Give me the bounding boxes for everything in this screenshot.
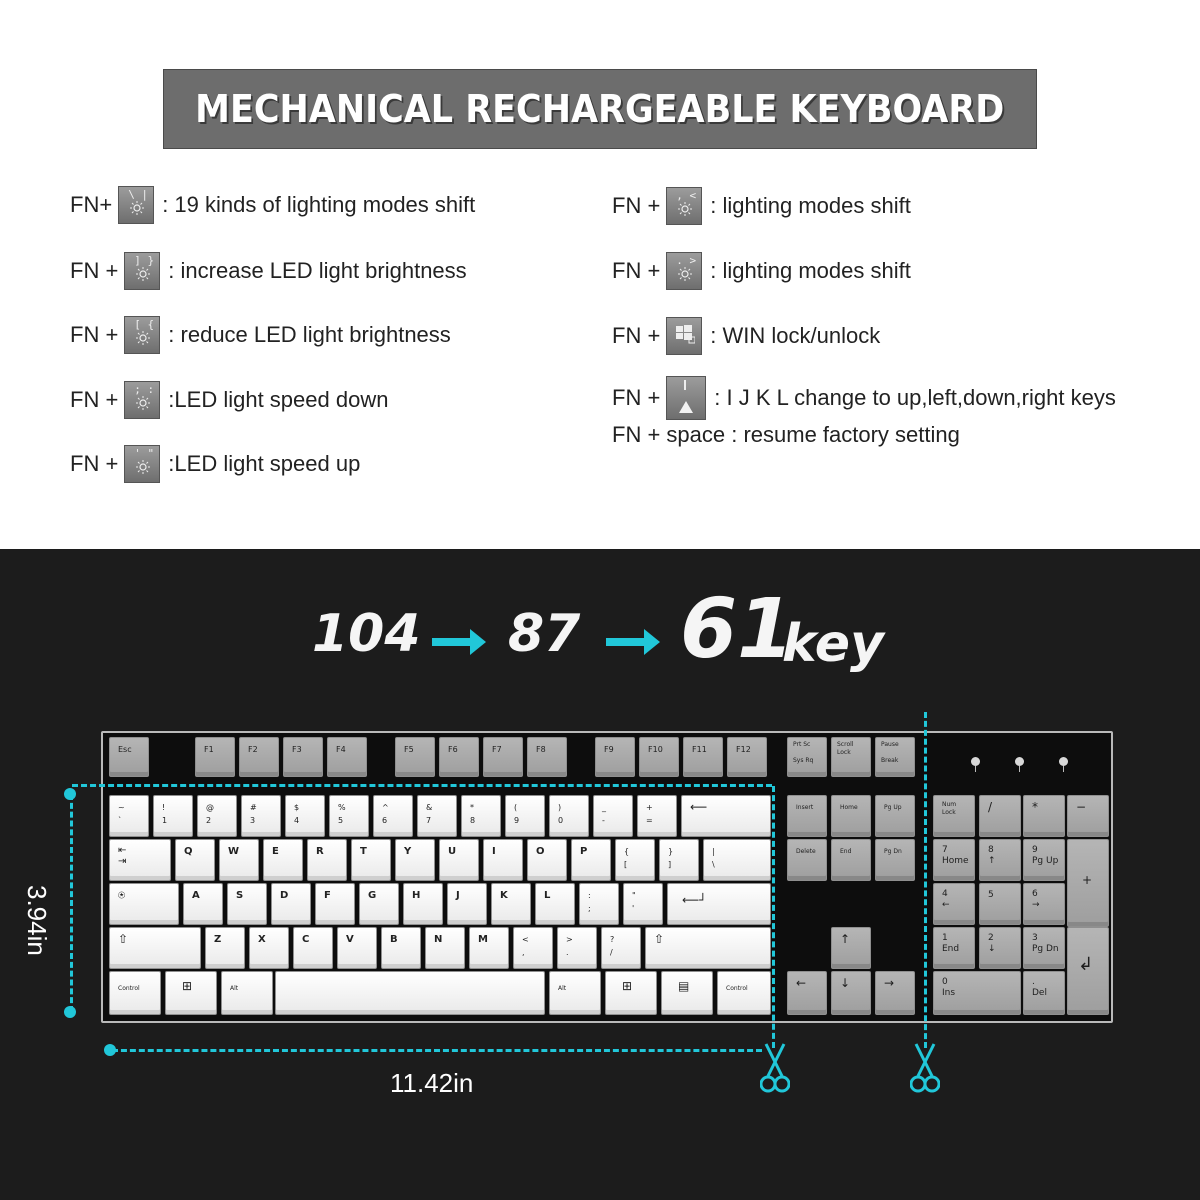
key-g: G [359,883,399,925]
period-sun-key-icon: . > [666,252,702,290]
key-prtsc: Prt Sc Sys Rq [787,737,827,777]
key-4: $ 4 [285,795,325,837]
key-pause: Pause Break [875,737,915,777]
key-scroll-lock: Scroll Lock [831,737,871,777]
cut-line-104 [924,712,927,1048]
shortcut-description: : increase LED light brightness [168,258,467,283]
key-numpad-6: 6 → [1023,883,1065,925]
key-left-shift: ⇧ [109,927,201,969]
key-6: ^ 6 [373,795,413,837]
key-r: R [307,839,347,881]
fn-prefix: FN + [612,193,661,218]
title-banner [163,69,1037,149]
key-q: Q [175,839,215,881]
key-w: W [219,839,259,881]
bracket-left-sun-key-icon: [ { [124,316,160,354]
shortcut-row [612,376,1116,420]
key-numpad-0: 0 Ins [933,971,1021,1015]
key-f: F [315,883,355,925]
key-f12: F12 [727,737,767,777]
comma-sun-key-icon: , < [666,187,702,225]
key-quote: " ' [623,883,663,925]
key-s: S [227,883,267,925]
key-minus: _ - [593,795,633,837]
scissors-icon [760,1040,790,1096]
key-p: P [571,839,611,881]
key-j: J [447,883,487,925]
scissors-icon [910,1040,940,1096]
key-right-bracket: } ] [659,839,699,881]
key-l: L [535,883,575,925]
key-1: ! 1 [153,795,193,837]
width-label: 11.42in [390,1068,474,1098]
shortcut-description: : lighting modes shift [710,258,911,283]
key-left-arrow: ← [787,971,827,1015]
key-0: ) 0 [549,795,589,837]
key-h: H [403,883,443,925]
key-esc: Esc [109,737,149,777]
dimension-endpoint [64,788,76,800]
key-semicolon: : ; [579,883,619,925]
key-numpad-minus: − [1067,795,1109,837]
fn-prefix: FN + [70,451,119,476]
fn-prefix: FN + [70,387,119,412]
key-backspace: ⟵ [681,795,771,837]
key-2: @ 2 [197,795,237,837]
key-home: Home [831,795,871,837]
key-numpad-9: 9 Pg Up [1023,839,1065,881]
fn-prefix: FN + [612,385,661,410]
fn-prefix: FN + [70,322,119,347]
key-insert: Insert [787,795,827,837]
key-numpad-3: 3 Pg Dn [1023,927,1065,969]
key-f2: F2 [239,737,279,777]
key-left-alt: Alt [221,971,273,1015]
key-numpad-plus: + [1067,839,1109,927]
key-backslash: | \ [703,839,771,881]
arrow-right-icon [432,638,472,646]
key-numpad-enter: ↲ [1067,927,1109,1015]
key-i: I [483,839,523,881]
key-numpad-1: 1 End [933,927,975,969]
key-numpad-7: 7 Home [933,839,975,881]
quote-sun-key-icon: ' " [124,445,160,483]
key-right-win: ⊞ [605,971,657,1015]
key-menu: ▤ [661,971,713,1015]
key-down-arrow: ↓ [831,971,871,1015]
key-c: C [293,927,333,969]
fn-prefix: FN + [612,323,661,348]
height-guide-top [72,784,772,787]
keyboard [101,731,1113,1023]
shortcut-row [70,381,388,419]
reset-description: FN + space : resume factory setting [612,422,960,447]
shortcut-description: : reduce LED light brightness [168,322,451,347]
key-f8: F8 [527,737,567,777]
key-left-bracket: { [ [615,839,655,881]
count-61: 61 [680,582,795,677]
count-104: 104 [312,604,421,664]
shortcut-description: : lighting modes shift [710,193,911,218]
shortcut-row [612,252,911,290]
key-period: > . [557,927,597,969]
shortcut-description: : WIN lock/unlock [710,323,881,348]
key-v: V [337,927,377,969]
key-f7: F7 [483,737,523,777]
key-numpad-star: * [1023,795,1065,837]
key-pgup: Pg Up [875,795,915,837]
key-n: N [425,927,465,969]
shortcut-row [70,252,467,290]
key-k: K [491,883,531,925]
shortcut-row [612,317,880,355]
key-numpad-2: 2 ↓ [979,927,1021,969]
key-f11: F11 [683,737,723,777]
height-label: 3.94in [22,885,52,956]
reset-row [612,422,960,448]
shortcut-description: :LED light speed up [168,451,361,476]
key-numpad-4: 4 ← [933,883,975,925]
key-t: T [351,839,391,881]
key-f4: F4 [327,737,367,777]
key-f10: F10 [639,737,679,777]
dimension-endpoint [104,1044,116,1056]
led-indicator [971,757,980,766]
key-3: # 3 [241,795,281,837]
key-enter: ⟵┘ [667,883,771,925]
shortcut-row [70,186,475,224]
key-right-control: Control [717,971,771,1015]
key-f6: F6 [439,737,479,777]
key-f5: F5 [395,737,435,777]
key-e: E [263,839,303,881]
width-dimension-line [112,1049,762,1052]
key-y: Y [395,839,435,881]
key-end: End [831,839,871,881]
shortcut-row [70,445,360,483]
led-indicator [1015,757,1024,766]
shortcut-row [70,316,451,354]
win-lock-key-icon [666,317,702,355]
key-left-win: ⊞ [165,971,217,1015]
key-tilde: ~ ` [109,795,149,837]
key-z: Z [205,927,245,969]
arrow-right-icon [606,638,646,646]
fn-prefix: FN+ [70,192,113,217]
key-numpad-5: 5 [979,883,1021,925]
key-delete: Delete [787,839,827,881]
bracket-right-sun-key-icon: ] } [124,252,160,290]
key-x: X [249,927,289,969]
key-up-arrow: ↑ [831,927,871,969]
fn-prefix: FN + [612,258,661,283]
page-title: MECHANICAL RECHARGEABLE KEYBOARD [195,87,1005,131]
key-comma: < , [513,927,553,969]
key-pgdn: Pg Dn [875,839,915,881]
fn-prefix: FN + [70,258,119,283]
key-9: ( 9 [505,795,545,837]
key-right-alt: Alt [549,971,601,1015]
key-b: B [381,927,421,969]
key-7: & 7 [417,795,457,837]
key-tab: ⇤ ⇥ [109,839,171,881]
key-d: D [271,883,311,925]
key-o: O [527,839,567,881]
key-f1: F1 [195,737,235,777]
key-left-control: Control [109,971,161,1015]
backslash-sun-key-icon: \ | [118,186,154,224]
cut-line-87 [772,786,775,1048]
key-equal: + = [637,795,677,837]
shortcut-row [612,187,911,225]
count-87: 87 [508,604,581,664]
key-a: A [183,883,223,925]
key-count-headline [0,582,1200,692]
led-indicator [1059,757,1068,766]
key-5: % 5 [329,795,369,837]
key-f3: F3 [283,737,323,777]
shortcut-description: : I J K L change to up,left,down,right keys [714,385,1116,410]
key-numpad-8: 8 ↑ [979,839,1021,881]
up-arrow-key-icon [666,376,706,420]
shortcut-description: :LED light speed down [168,387,389,412]
key-numpad-slash: / [979,795,1021,837]
key-right-arrow: → [875,971,915,1015]
key-slash: ? / [601,927,641,969]
key-space [275,971,545,1015]
key-u: U [439,839,479,881]
key-8: * 8 [461,795,501,837]
dimension-endpoint [64,1006,76,1018]
key-numpad-dot: . Del [1023,971,1065,1015]
key-right-shift: ⇧ [645,927,771,969]
key-numlock: Num Lock [933,795,975,837]
key-f9: F9 [595,737,635,777]
shortcut-description: : 19 kinds of lighting modes shift [162,192,476,217]
semicolon-sun-key-icon: ; : [124,381,160,419]
key-caps-lock: ⍟ [109,883,179,925]
height-dimension-line [70,794,73,1012]
key-unit: key [782,614,884,674]
key-m: M [469,927,509,969]
